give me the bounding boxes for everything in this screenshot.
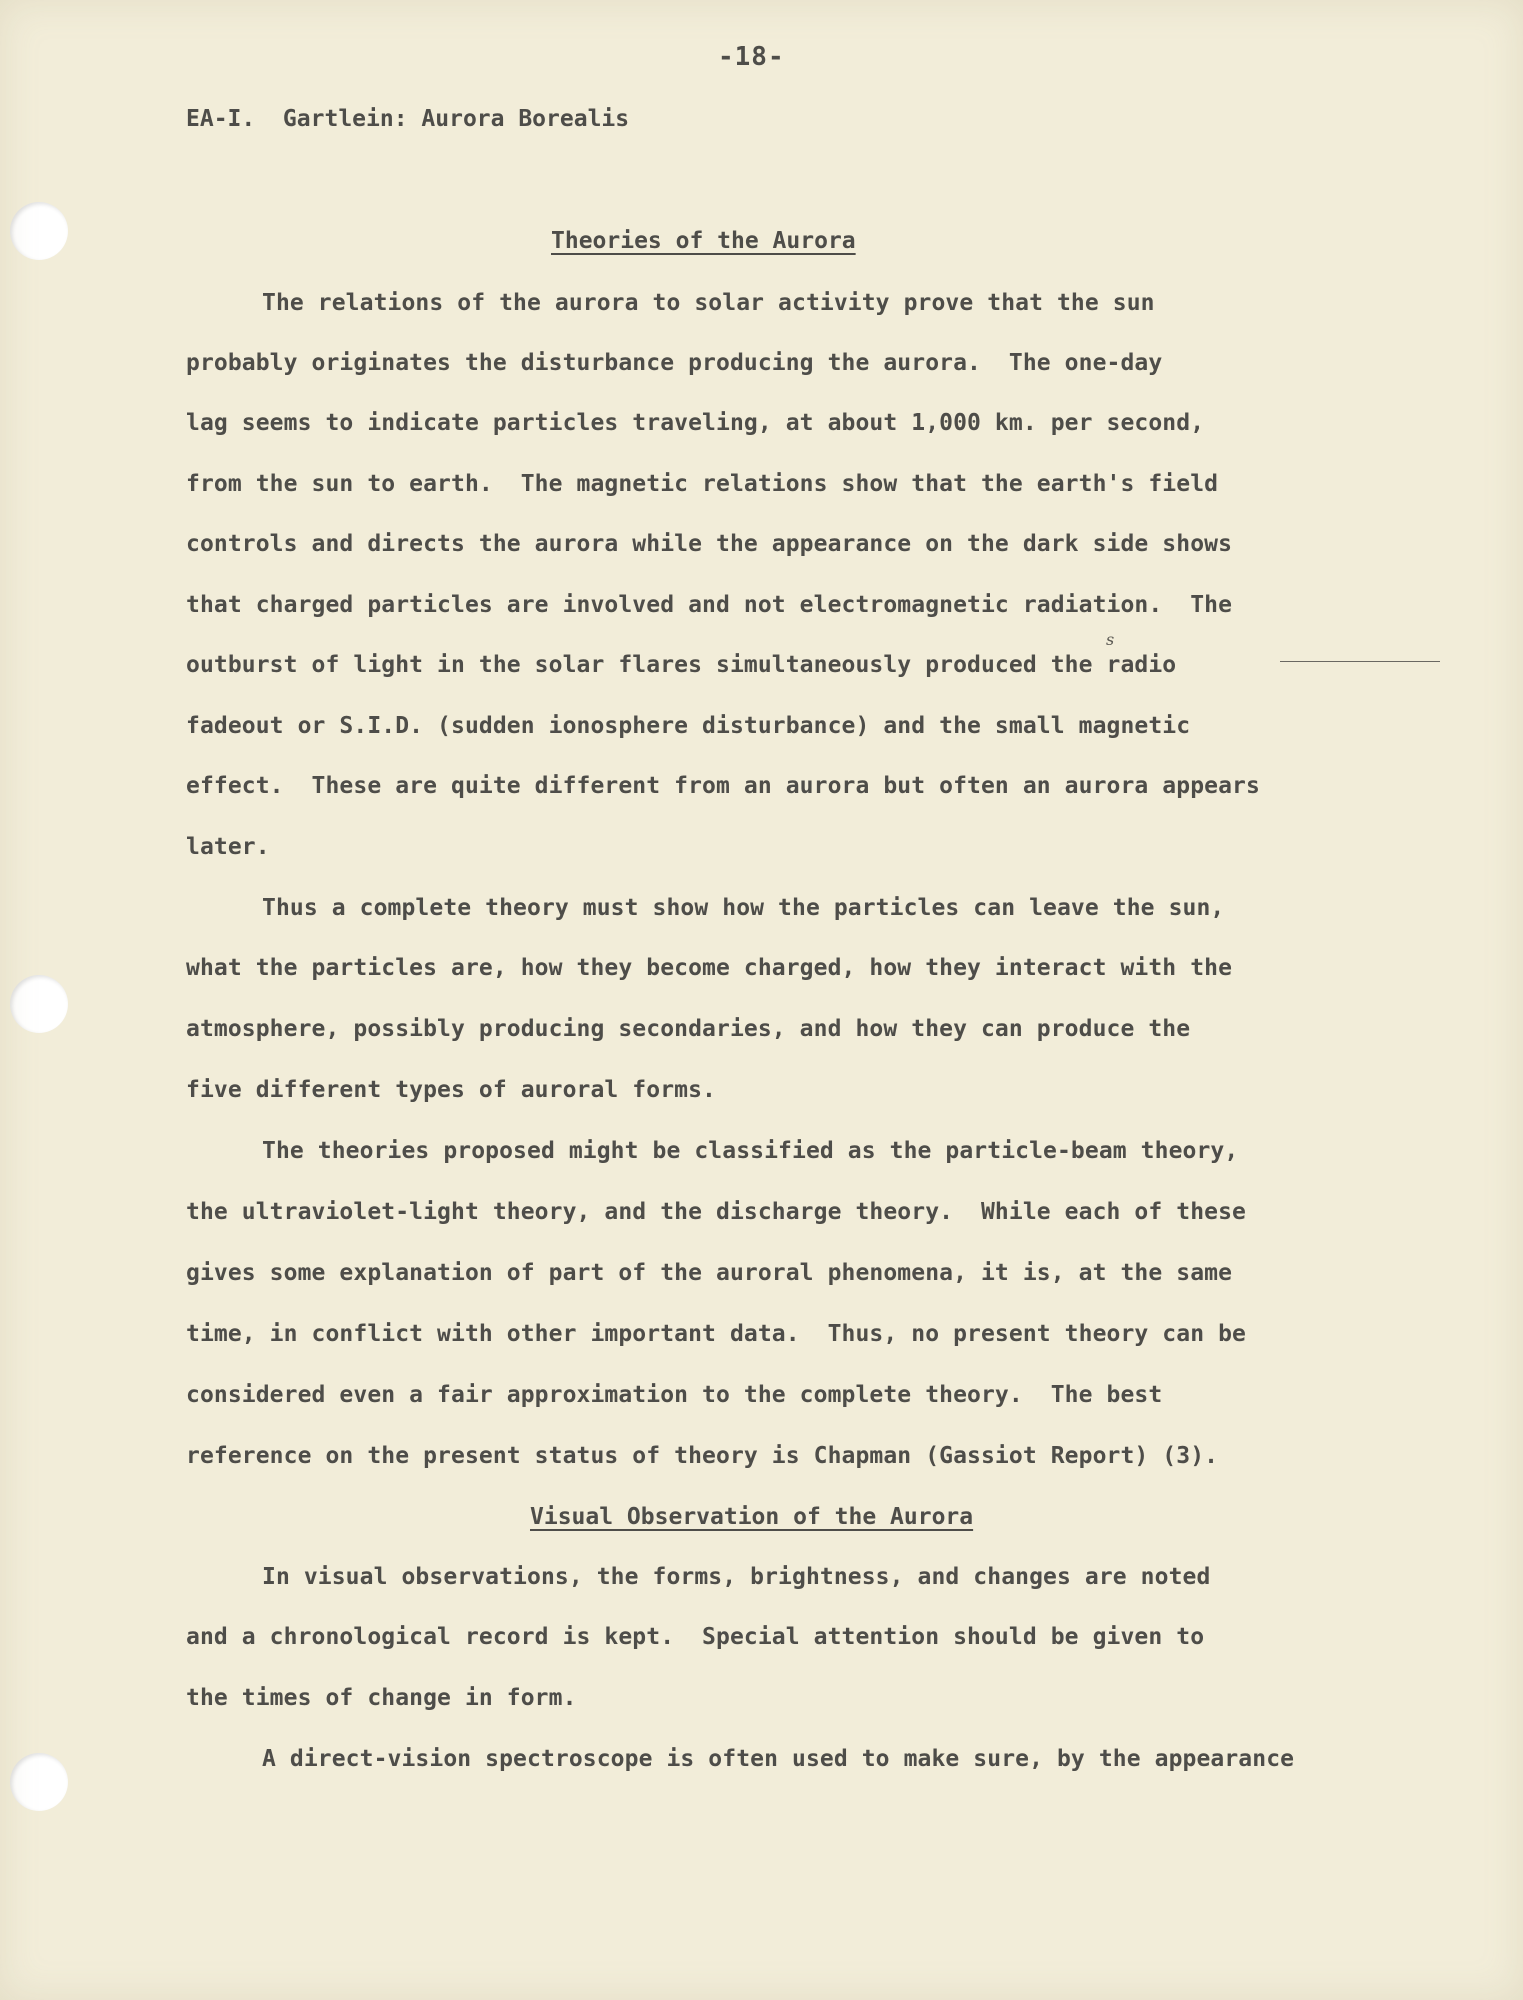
text-line: probably originates the disturbance producing the aurora. The one-day: [186, 350, 1163, 376]
text-line: the times of change in form.: [186, 1685, 577, 1711]
text-line: lag seems to indicate particles traveling, at about 1,000 km. per second,: [186, 410, 1205, 436]
handwritten-correction: s: [1106, 630, 1115, 649]
text-line: later.: [186, 834, 270, 860]
punch-hole: [10, 975, 68, 1033]
section-heading-visual-observation: Visual Observation of the Aurora: [530, 1504, 974, 1530]
text-line: from the sun to earth. The magnetic relations show that the earth's field: [186, 471, 1219, 497]
text-line: In visual observations, the forms, brightness, and changes are noted: [262, 1564, 1211, 1590]
text-line: fadeout or S.I.D. (sudden ionosphere disturbance) and the small magnetic: [186, 713, 1191, 739]
text-line: The relations of the aurora to solar activity prove that the sun: [262, 290, 1155, 316]
text-line: The theories proposed might be classified as the particle-beam theory,: [262, 1138, 1239, 1164]
text-line: outburst of light in the solar flares simultaneously produced the radio: [186, 652, 1177, 678]
text-line: gives some explanation of part of the auroral phenomena, it is, at the same: [186, 1260, 1233, 1286]
text-line: and a chronological record is kept. Special attention should be given to: [186, 1624, 1205, 1650]
punch-hole: [10, 1753, 68, 1811]
page-number: -18-: [718, 42, 785, 72]
text-line: what the particles are, how they become charged, how they interact with the: [186, 955, 1233, 981]
text-line: Thus a complete theory must show how the particles can leave the sun,: [262, 895, 1225, 921]
text-line: considered even a fair approximation to the complete theory. The best: [186, 1382, 1163, 1408]
margin-pencil-line: [1280, 661, 1440, 662]
text-line: effect. These are quite different from an aurora but often an aurora appears: [186, 773, 1260, 799]
text-line: controls and directs the aurora while the appearance on the dark side shows: [186, 531, 1233, 557]
text-line: A direct-vision spectroscope is often used to make sure, by the appearance: [262, 1746, 1295, 1772]
running-header: EA-I. Gartlein: Aurora Borealis: [186, 106, 630, 132]
text-line: time, in conflict with other important data. Thus, no present theory can be: [186, 1321, 1246, 1347]
text-line: reference on the present status of theory is Chapman (Gassiot Report) (3).: [186, 1443, 1219, 1469]
text-line: the ultraviolet-light theory, and the discharge theory. While each of these: [186, 1199, 1246, 1225]
text-line: that charged particles are involved and not electromagnetic radiation. The: [186, 592, 1233, 618]
section-heading-theories: Theories of the Aurora: [551, 228, 856, 254]
text-line: five different types of auroral forms.: [186, 1077, 716, 1103]
text-line: atmosphere, possibly producing secondaries, and how they can produce the: [186, 1016, 1191, 1042]
punch-hole: [10, 202, 68, 260]
